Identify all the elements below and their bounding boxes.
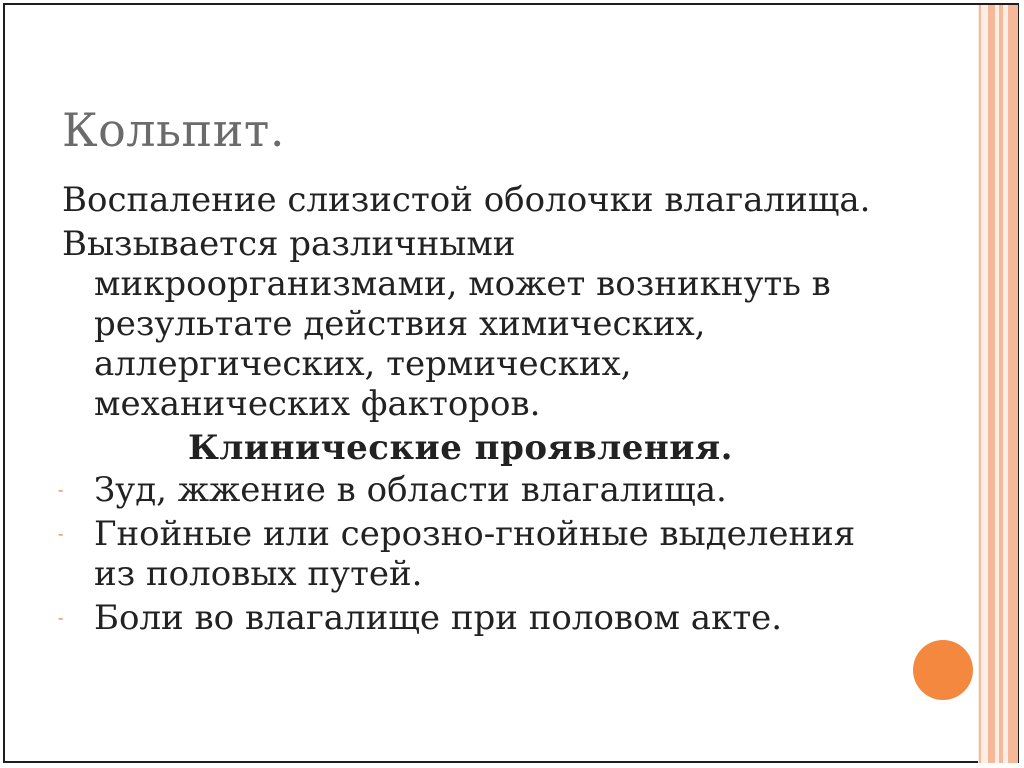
bullet-marker: - bbox=[58, 608, 64, 627]
decorative-stripe bbox=[1008, 5, 1018, 763]
list-item-text: Гнойные или серозно-гнойные выделения из половых путей. bbox=[94, 514, 856, 594]
list-item bbox=[58, 598, 882, 638]
decorative-stripe bbox=[999, 5, 1003, 763]
decorative-stripe bbox=[979, 5, 981, 763]
slide-body bbox=[58, 180, 882, 642]
decorative-stripe bbox=[988, 5, 995, 763]
slide-title: Кольпит. bbox=[62, 103, 285, 157]
paragraph-causes: Вызывается различными микроорганизмами, может возникнуть в результате действия химических, аллергических, термических, механических факторов. bbox=[62, 224, 831, 424]
list-item bbox=[58, 514, 882, 594]
list-item bbox=[58, 470, 882, 510]
list-item-text: Боли во влагалище при половом акте. bbox=[94, 598, 783, 638]
decorative-circle bbox=[913, 640, 973, 700]
section-heading: Клинические проявления. bbox=[188, 428, 733, 468]
list-item-text: Зуд, жжение в области влагалища. bbox=[94, 470, 727, 510]
paragraph-definition: Воспаление слизистой оболочки влагалища. bbox=[62, 180, 871, 220]
bullet-marker: - bbox=[58, 524, 64, 543]
bullet-marker: - bbox=[58, 480, 64, 499]
